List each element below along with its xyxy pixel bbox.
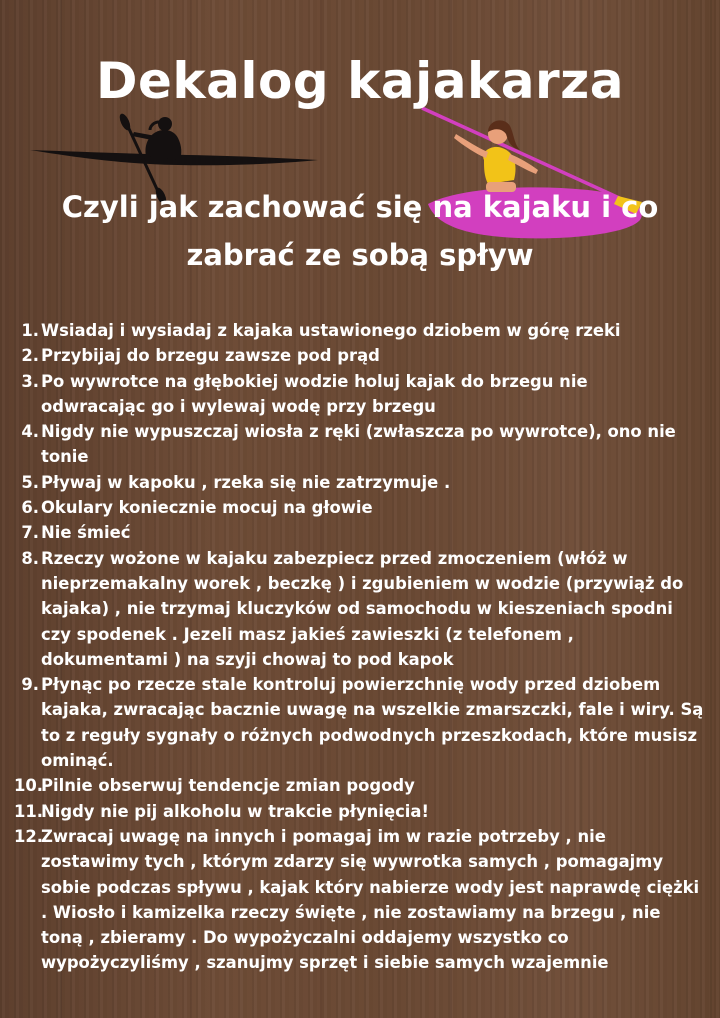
rule-text-line: wypożyczyliśmy , szanujmy sprzęt i siebie samych wzajemnie [41,953,609,973]
rule-text-line: Rzeczy wożone w kajaku zabezpiecz przed zmoczeniem (włóż w [41,548,628,568]
rule-number: 3. [21,371,39,391]
rule-number: 9. [21,675,39,695]
rule-text-line: ominąć. [41,751,114,771]
rule-text-line: kajaka, zwracając bacznie uwagę na wszelkie zmarszczki, fale i wiry. Są [41,700,704,720]
rule-text-line: Płynąc po rzecze stale kontroluj powierzchnię wody przed dziobem [41,675,661,695]
page-title: Dekalog kajakarza [96,52,624,110]
rule-item [21,520,714,545]
rule-text-line: Nigdy nie wypuszczaj wiosła z ręki (zwłaszcza po wywrotce), ono nie [41,422,676,442]
subtitle-line-1: Czyli jak zachować się na kajaku i co [61,190,659,224]
rule-text-line: tonie [41,447,89,467]
rule-number: 11. [14,801,44,821]
rule-text-line: nieprzemakalny worek , beczkę ) i zgubieniem w wodzie (przywiąż do [41,573,684,593]
rule-item [21,495,714,520]
rule-item [21,546,714,672]
rule-item [21,470,714,495]
rule-number: 1. [21,321,39,340]
rule-number: 12. [14,826,44,846]
rule-item [14,799,714,824]
subtitle [0,183,720,279]
rule-text-line: . Wiosło i kamizelka rzeczy święte , nie zostawiamy na brzegu , nie [41,902,661,922]
subtitle-line-2: zabrać ze sobą spływ [186,238,534,272]
rule-number: 7. [21,523,39,543]
rules-list [14,318,714,976]
rule-text-line: toną , zbieramy . Do wypożyczalni oddajemy wszystko co [41,928,569,948]
rule-text-line: Pilnie obserwuj tendencje zmian pogody [41,776,415,796]
rule-item [14,824,714,976]
rule-text-line: Nigdy nie pij alkoholu w trakcie płynięcia! [41,801,429,821]
rule-number: 8. [21,548,39,568]
rule-item [21,419,714,470]
rule-item [21,318,714,343]
rule-text-line: Nie śmieć [41,523,131,543]
rule-text-line: sobie podczas spływu , kajak który nabierze wody jest naprawdę ciężki [41,877,700,897]
rule-number: 4. [21,422,39,442]
rule-text-line: to z reguły sygnały o różnych podwodnych przeszkodach, które musisz [41,725,698,745]
rule-number: 6. [21,498,39,518]
rule-number: 10. [14,776,44,796]
rule-item [21,369,714,420]
rule-text-line: odwracając go i wylewaj wodę przy brzegu [41,396,436,416]
rule-text-line: dokumentami ) na szyji chowaj to pod kapok [41,649,454,669]
rule-item [21,343,714,368]
rule-text-line: Po wywrotce na głębokiej wodzie holuj kajak do brzegu nie [41,371,588,391]
rule-number: 2. [21,346,39,366]
rule-item [14,773,714,798]
rule-text-line: Przybijaj do brzegu zawsze pod prąd [41,346,380,366]
rule-text-line: Wsiadaj i wysiadaj z kajaka ustawionego dziobem w górę rzeki [41,321,621,340]
rule-number: 5. [21,472,39,492]
rule-text-line: Zwracaj uwagę na innych i pomagaj im w razie potrzeby , nie [41,826,606,846]
rule-text-line: czy spodenek . Jezeli masz jakieś zawieszki (z telefonem , [41,624,574,644]
rule-item [21,672,714,773]
rule-text-line: Pływaj w kapoku , rzeka się nie zatrzymuje . [41,472,451,492]
rule-text-line: kajaka) , nie trzymaj kluczyków od samochodu w kieszeniach spodni [41,599,673,619]
rule-text-line: zostawimy tych , którym zdarzy się wywrotka samych , pomagajmy [41,852,664,872]
rule-text-line: Okulary koniecznie mocuj na głowie [41,498,373,518]
